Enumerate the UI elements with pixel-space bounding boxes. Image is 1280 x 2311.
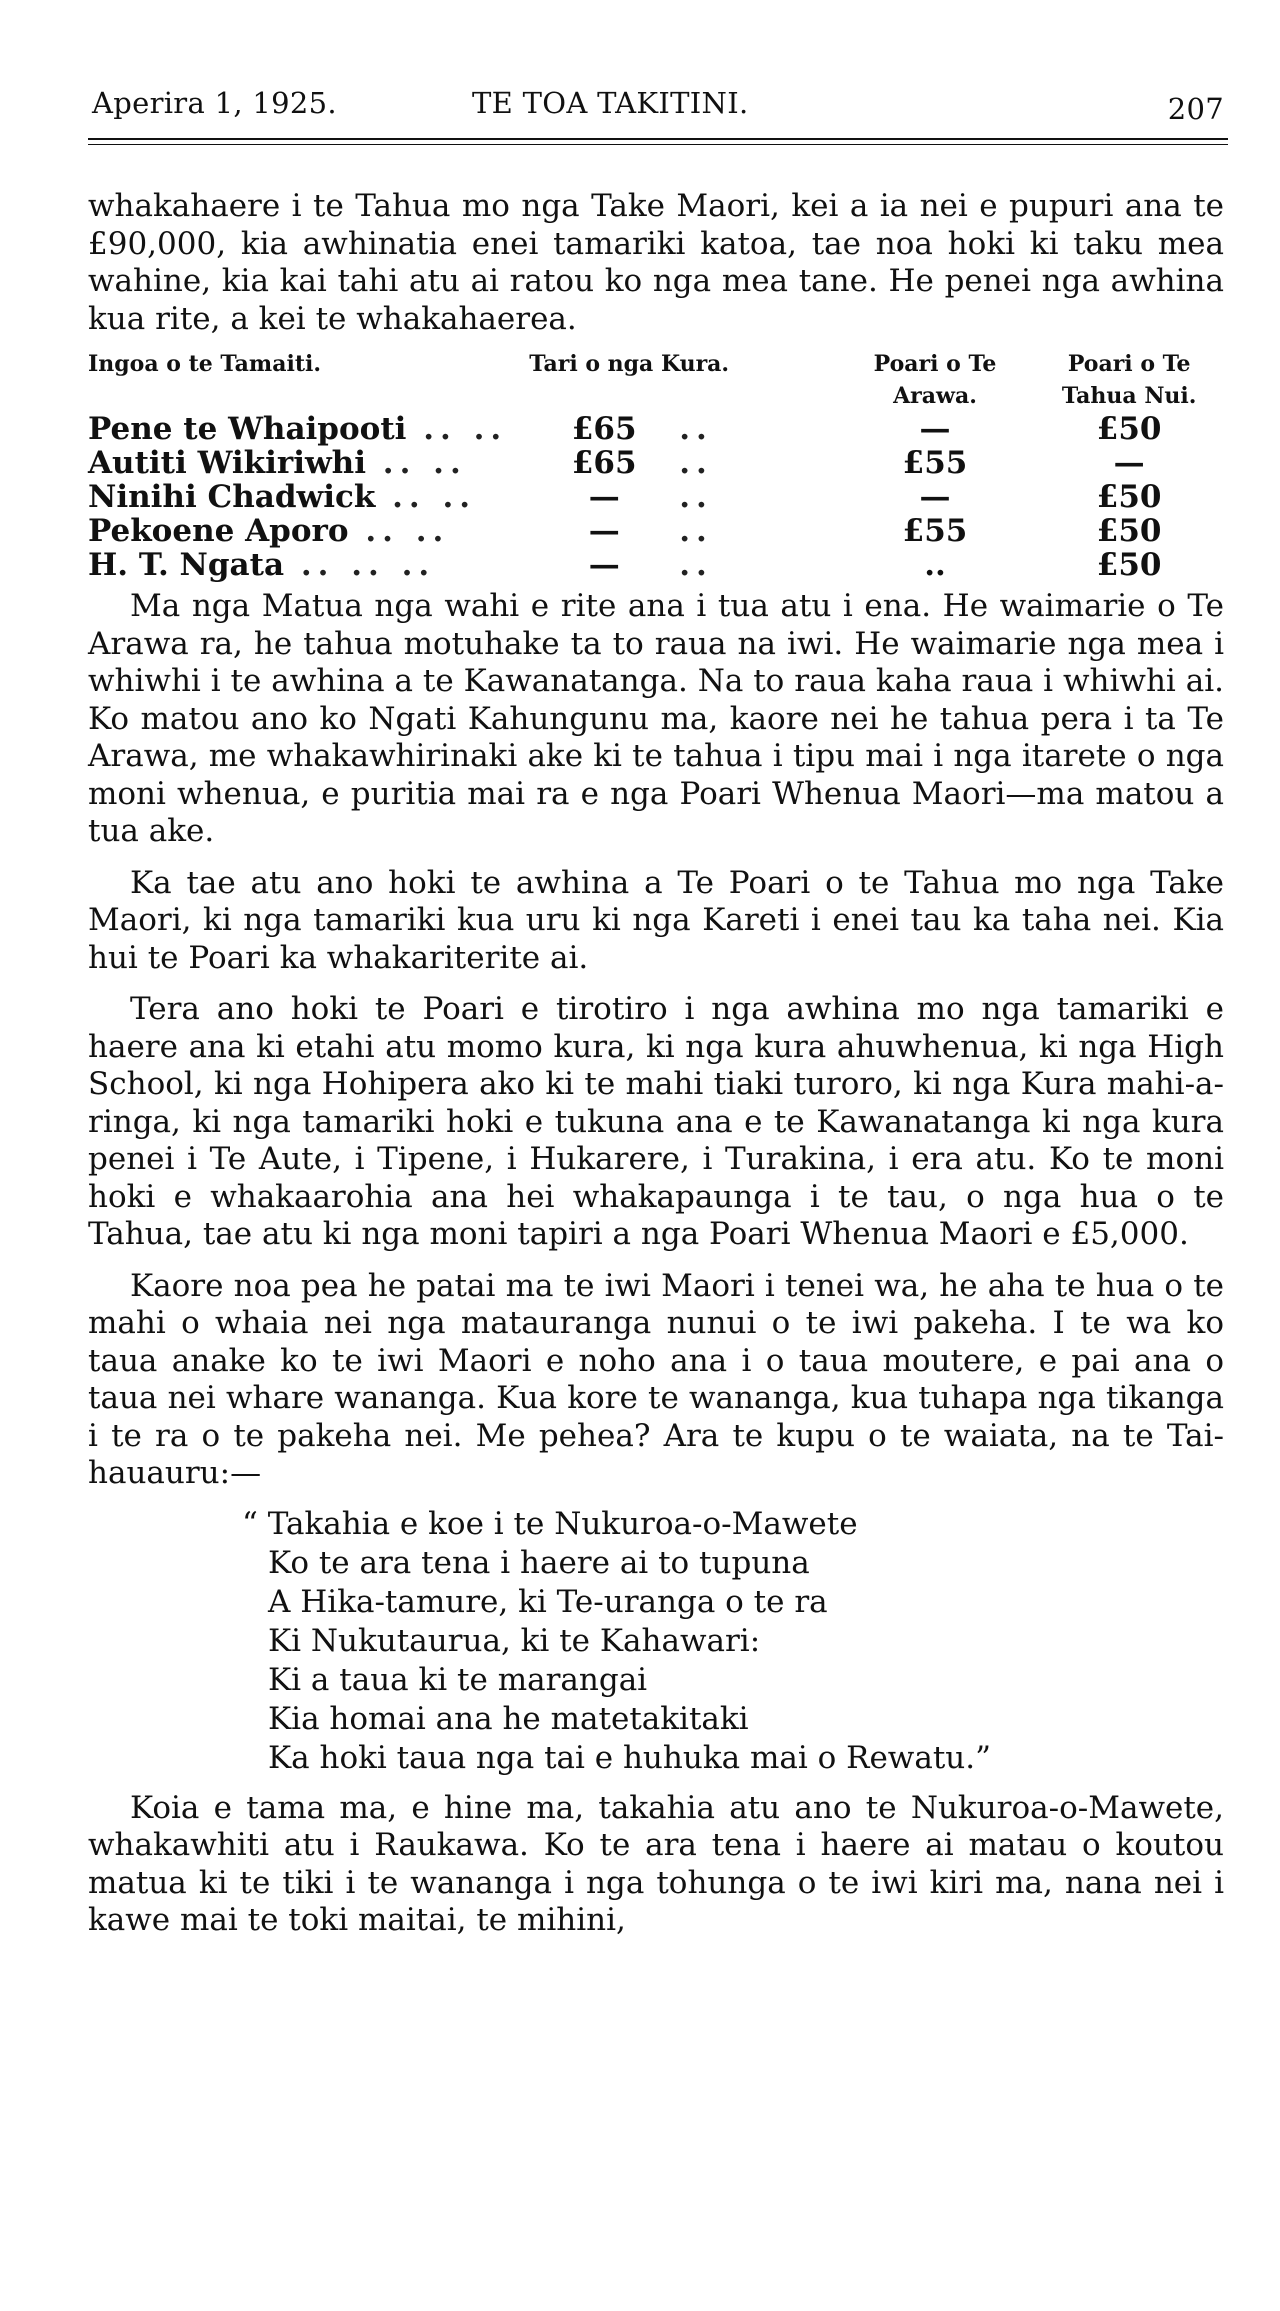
- header-tahua: Poari o Te Tahua Nui.: [1061, 351, 1197, 409]
- aid-table-header: [88, 348, 1224, 412]
- poem-line: Ki a taua ki te marangai: [268, 1661, 648, 1698]
- row-arawa: ..: [924, 547, 946, 583]
- row-tahua: £50: [1096, 547, 1162, 583]
- table-row: Ninihi Chadwick .. .. — .. — £50: [88, 480, 1224, 514]
- document-page: [88, 86, 1228, 1938]
- row-name: Autiti Wikiriwhi: [88, 445, 366, 481]
- row-name: Pekoene Aporo: [88, 513, 349, 549]
- poem-line: Ko te ara tena i haere ai to tupuna: [268, 1544, 810, 1581]
- poem-line: “ Takahia e koe i te Nukuroa-o-Mawete: [242, 1505, 858, 1542]
- paragraph-wananga: Kaore noa pea he patai ma te iwi Maori i tenei wa, he aha te hua o te mahi o whaia nei nga matauranga nunui o te iwi pakeha. I te wa ko taua anake ko te iwi Maori e noho ana i o taua moutere, e pai ana o taua nei whare wananga. Kua kore te wananga, kua tuhapa nga tikanga i te ra o te pakeha nei. Me pehea? Ara te kupu o te waiata, na te Tai-hauauru:—: [88, 1267, 1224, 1491]
- paragraph-koia: Koia e tama ma, e hine ma, takahia atu ano te Nukuroa-o-Mawete, whakawhiti atu i Raukawa. Ko te ara tena i haere ai matau o koutou matua ki te tiki i te wananga i nga tohunga o te iwi kiri ma, nana nei i kawe mai te toki maitai, te mihini,: [88, 1789, 1224, 1938]
- row-kura: —: [588, 479, 620, 515]
- header-rule-bottom: [88, 144, 1228, 145]
- poem-line: Ki Nukutaurua, ki te Kahawari:: [268, 1622, 761, 1659]
- row-name: Pene te Whaipooti: [88, 411, 407, 447]
- page-number: 207: [1167, 92, 1224, 126]
- row-tahua: £50: [1096, 513, 1162, 549]
- row-kura: —: [588, 513, 620, 549]
- header-title: TE TOA TAKITINI.: [472, 86, 749, 120]
- header-rule-top: [88, 138, 1228, 140]
- paragraph-kareti: Ka tae atu ano hoki te awhina a Te Poari o te Tahua mo nga Take Maori, ki nga tamariki kua uru ki nga Kareti i enei tau ka taha nei. Kia hui te Poari ka whakariterite ai.: [88, 864, 1224, 976]
- poem-line: Ka hoki taua nga tai e huhuka mai o Rewatu.”: [268, 1739, 991, 1776]
- row-arawa: —: [919, 411, 951, 447]
- row-kura: —: [588, 547, 620, 583]
- row-arawa: £55: [902, 445, 968, 481]
- poem-line: A Hika-tamure, ki Te-uranga o te ra: [268, 1583, 828, 1620]
- table-row: Pekoene Aporo .. .. — .. £55 £50: [88, 514, 1224, 548]
- aid-table: [88, 348, 1224, 582]
- waiata-poem: [242, 1505, 1224, 1778]
- table-row: Autiti Wikiriwhi .. .. £65 .. £55 —: [88, 446, 1224, 480]
- row-name: H. T. Ngata: [88, 547, 285, 583]
- paragraph-matua: Ma nga Matua nga wahi e rite ana i tua atu i ena. He waimarie o Te Arawa ra, he tahua motuhake ta to raua na iwi. He waimarie nga mea i whiwhi i te awhina a te Kawanatanga. Na to raua kaha raua i whiwhi ai. Ko matou ano ko Ngati Kahungunu ma, kaore nei he tahua pera i ta Te Arawa, me whakawhirinaki ake ki te tahua i tipu mai i nga itarete o nga moni whenua, e puritia mai ra e nga Poari Whenua Maori—ma matou a tua ake.: [88, 588, 1224, 849]
- row-tahua: £50: [1096, 479, 1162, 515]
- header-kura: Tari o nga Kura.: [529, 351, 730, 377]
- header-date: Aperira 1, 1925.: [92, 86, 337, 120]
- row-arawa: —: [919, 479, 951, 515]
- row-name: Ninihi Chadwick: [88, 479, 376, 515]
- article-body: [88, 188, 1224, 1940]
- row-kura: £65: [571, 411, 637, 447]
- row-kura: £65: [571, 445, 637, 481]
- header-arawa: Poari o Te Arawa.: [873, 351, 997, 409]
- intro-paragraph: whakahaere i te Tahua mo nga Take Maori, kei a ia nei e pupuri ana te £90,000, kia awhinatia enei tamariki katoa, tae noa hoki ki taku mea wahine, kia kai tahi atu ai ratou ko nga mea tane. He penei nga awhina kua rite, a kei te whakahaerea.: [88, 188, 1224, 337]
- poem-line: Kia homai ana he matetakitaki: [268, 1700, 749, 1737]
- row-tahua: £50: [1096, 411, 1162, 447]
- table-row: Pene te Whaipooti .. .. £65 .. — £50: [88, 412, 1224, 446]
- row-arawa: £55: [902, 513, 968, 549]
- page-header: [88, 86, 1228, 134]
- row-tahua: —: [1113, 445, 1145, 481]
- paragraph-kura: Tera ano hoki te Poari e tirotiro i nga awhina mo nga tamariki e haere ana ki etahi atu momo kura, ki nga kura ahuwhenua, ki nga High School, ki nga Hohipera ako ki te mahi tiaki turoro, ki nga Kura mahi-a-ringa, ki nga tamariki hoki e tukuna ana e te Kawanatanga ki nga kura penei i Te Aute, i Tipene, i Hukarere, i Turakina, i era atu. Ko te moni hoki e whakaarohia ana hei whakapaunga i te tau, o nga hua o te Tahua, tae atu ki nga moni tapiri a nga Poari Whenua Maori e £5,000.: [88, 991, 1224, 1252]
- header-name: Ingoa o te Tamaiti.: [88, 351, 321, 377]
- table-row: H. T. Ngata .. .. .. — .. .. £50: [88, 548, 1224, 582]
